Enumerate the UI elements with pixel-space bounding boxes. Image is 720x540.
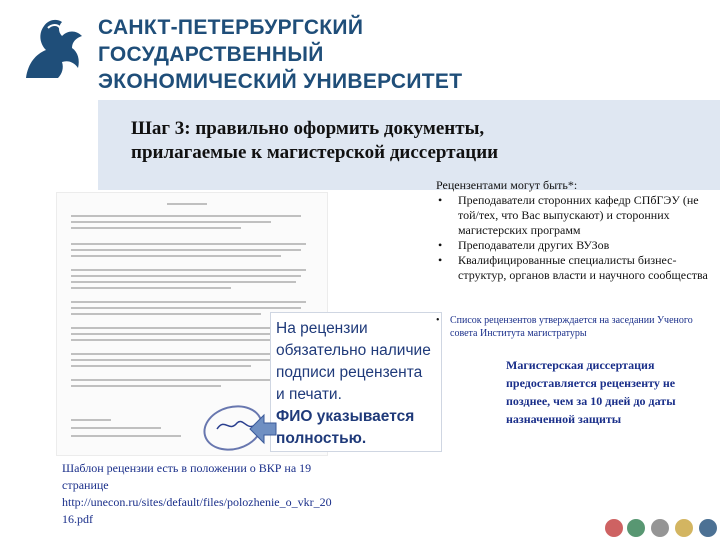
header <box>0 0 720 98</box>
list-item: • Список рецензентов утверждается на заседании Ученого совета Института магистратуры <box>436 315 693 339</box>
note-link[interactable]: http://unecon.ru/sites/default/files/polozhenie_o_vkr_20 <box>62 495 332 509</box>
partner-logos-icon <box>604 508 720 540</box>
reviewers-list <box>436 178 720 283</box>
university-line-2: ГОСУДАРСТВЕННЫЙ <box>98 43 324 66</box>
university-name <box>98 14 462 95</box>
callout-line-3: подписи рецензента <box>276 364 423 381</box>
callout-line-1: На рецензии <box>276 320 368 337</box>
reviewers-footnote <box>436 314 720 340</box>
university-line-3: ЭКОНОМИЧЕСКИЙ УНИВЕРСИТЕТ <box>98 70 463 93</box>
reviewers-title: Рецензентами могут быть*: <box>436 178 578 192</box>
arrow-left-icon <box>248 412 278 446</box>
callout-line-4: и печати. <box>276 386 342 403</box>
list-item: • Преподаватели сторонних кафедр СПбГЭУ (не той/тех, что Вас выпускают) и сторонних магистерских программ <box>438 193 699 237</box>
slide-title-line-1: Шаг 3: правильно оформить документы, <box>131 118 485 139</box>
signature-callout-text <box>276 318 441 450</box>
university-line-1: САНКТ-ПЕТЕРБУРГСКИЙ <box>98 16 364 39</box>
griffin-logo-icon <box>18 8 90 86</box>
template-note <box>62 460 362 528</box>
slide-title-line-2: прилагаемые к магистерской диссертации <box>131 142 499 163</box>
note-link-end[interactable]: 16.pdf <box>62 512 93 526</box>
list-item: • Квалифицированные специалисты бизнес-структур, органов власти и научного сообщества <box>438 253 708 282</box>
note-line-1: Шаблон рецензии есть в положении о ВКР на 19 <box>62 461 312 475</box>
note-line-2: странице <box>62 478 109 492</box>
callout-bold-line-2: полностью. <box>276 430 367 447</box>
callout-bold-line-1: ФИО указывается <box>276 408 415 425</box>
deadline-note: Магистерская диссертация предоставляется рецензенту не позднее, чем за 10 дней до даты назначенной защиты <box>506 358 676 426</box>
list-item: • Преподаватели других ВУЗов <box>438 238 610 252</box>
callout-line-2: обязательно наличие <box>276 342 431 359</box>
slide-title <box>131 117 498 165</box>
